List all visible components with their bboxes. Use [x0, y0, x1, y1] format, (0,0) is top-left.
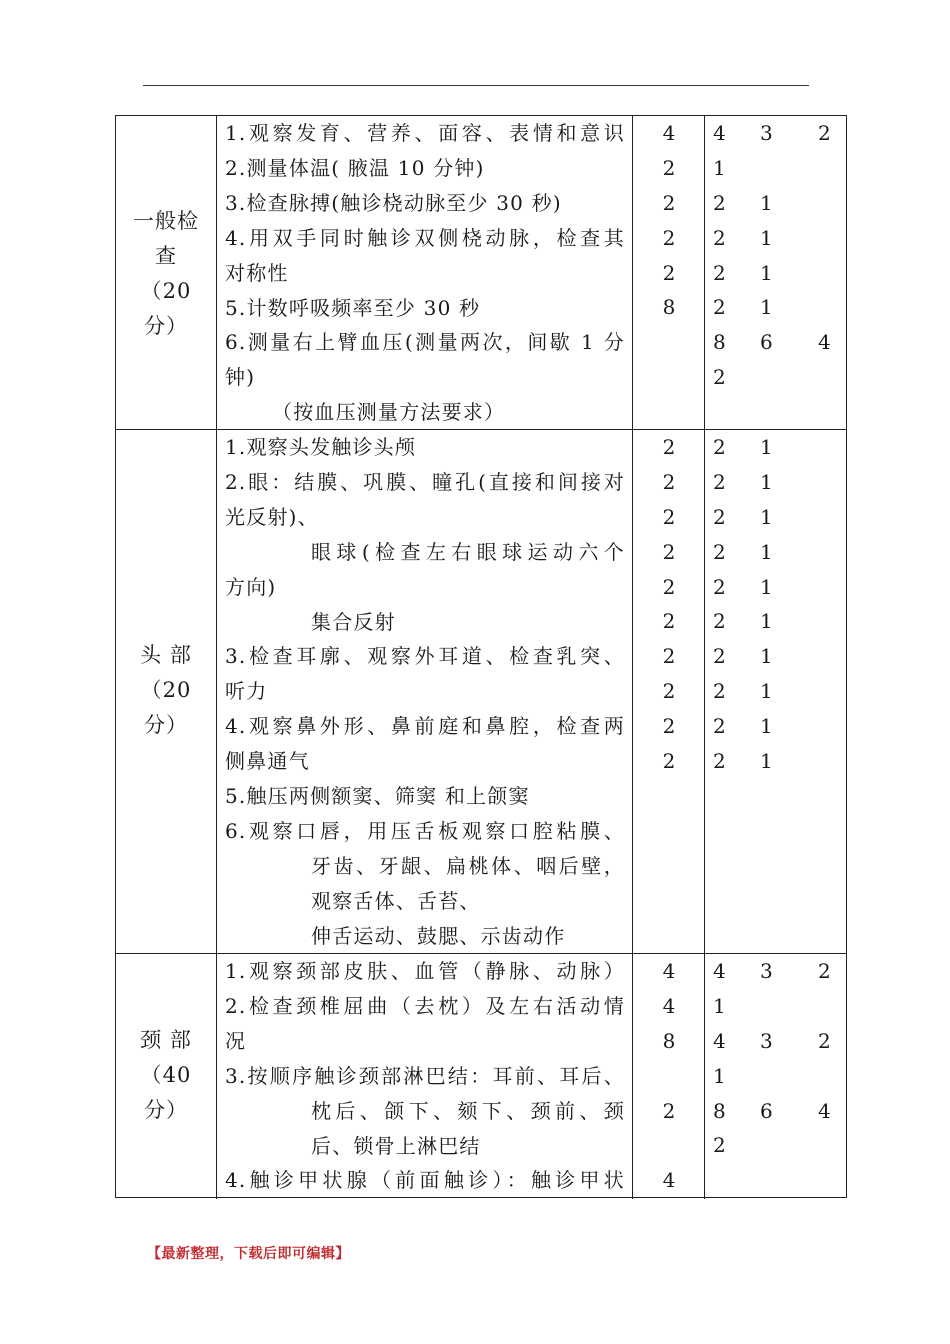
column-divider [704, 954, 705, 1199]
score-value [634, 849, 704, 884]
grade-line [706, 186, 846, 221]
category-label-line: 分） [144, 1098, 188, 1122]
table-row-head-exam [116, 430, 846, 954]
column-divider [216, 954, 217, 1199]
content-line: （按血压测量方法要求） [272, 400, 506, 425]
grade-line [706, 709, 846, 744]
score-value: 2 [662, 749, 676, 774]
score-value [634, 360, 704, 395]
score-value [634, 884, 704, 919]
grade-cell [706, 116, 846, 430]
grade-value: 2 [713, 609, 726, 634]
grade-value: 2 [713, 1133, 726, 1158]
grade-value: 1 [760, 574, 773, 599]
content-line: 1.观察颈部皮肤、血管（静脉、动脉） [225, 959, 625, 983]
category-cell [116, 1023, 216, 1128]
content-line: 2.测量体温( 腋温 10 分钟) [225, 155, 485, 180]
grade-line [706, 1024, 846, 1059]
category-label-line: （20 [140, 678, 192, 702]
content-cell [225, 430, 625, 954]
score-value: 2 [662, 190, 676, 215]
content-line: 伸舌运动、鼓腮、示齿动作 [311, 923, 566, 948]
content-line: 6.观察口唇，用压舌板观察口腔粘膜、 [225, 818, 625, 843]
grade-value: 2 [713, 679, 726, 704]
grade-line [706, 814, 846, 849]
grade-line [706, 570, 846, 605]
grade-line [706, 290, 846, 325]
content-line: 侧鼻通气 [225, 749, 310, 774]
score-value: 2 [662, 609, 676, 634]
grade-line [706, 151, 846, 186]
score-value: 2 [662, 1098, 676, 1123]
grade-value: 4 [713, 1028, 726, 1053]
grade-line [706, 500, 846, 535]
content-line: 6.测量右上臂血压(测量两次，间歇 1 分 [225, 330, 625, 355]
content-line: 方向) [225, 574, 277, 599]
grade-value: 1 [760, 260, 773, 285]
grade-value: 2 [713, 295, 726, 320]
grade-line [706, 325, 846, 360]
score-value: 2 [662, 435, 676, 459]
content-line: 2.检查颈椎屈曲（去枕）及左右活动情 [225, 993, 625, 1018]
content-cell [225, 116, 625, 430]
grade-line [706, 465, 846, 500]
grade-value: 1 [760, 644, 773, 669]
score-value: 2 [662, 260, 676, 285]
score-value: 2 [662, 504, 676, 529]
content-line: 观察舌体、舌苔、 [311, 888, 481, 913]
score-value: 2 [662, 539, 676, 564]
content-line: 3.检查脉搏(触诊桡动脉至少 30 秒) [225, 190, 562, 215]
grade-value: 1 [760, 679, 773, 704]
content-line: 4.观察鼻外形、鼻前庭和鼻腔，检查两 [225, 714, 625, 739]
exam-scoring-table [115, 115, 847, 1198]
grade-value: 2 [713, 260, 726, 285]
column-divider [632, 954, 633, 1199]
grade-value: 1 [760, 539, 773, 564]
category-label-line: 分） [144, 713, 188, 737]
score-cell [634, 954, 704, 1198]
score-cell [634, 430, 704, 953]
grade-line [706, 779, 846, 814]
grade-line [706, 430, 846, 465]
grade-line [706, 954, 846, 989]
content-line: 3.按顺序触诊颈部淋巴结：耳前、耳后、 [225, 1063, 625, 1088]
grade-line [706, 1128, 846, 1163]
grade-value: 2 [713, 469, 726, 494]
category-cell [116, 638, 216, 743]
content-line: 枕后、颌下、颏下、颈前、颈 [311, 1098, 625, 1123]
content-line: 钟) [225, 365, 256, 390]
grade-value: 1 [713, 155, 726, 180]
score-value: 2 [662, 469, 676, 494]
score-value: 2 [662, 644, 676, 669]
grade-value: 2 [713, 539, 726, 564]
category-label-line: 头 部 [140, 643, 192, 667]
score-value [634, 325, 704, 360]
content-line: 况 [225, 1028, 247, 1053]
grade-value: 4 [818, 1098, 831, 1123]
category-label-line: （40 [140, 1063, 192, 1087]
grade-line [706, 744, 846, 779]
score-value: 8 [662, 1028, 676, 1053]
grade-line [706, 1163, 846, 1198]
table-row-general-exam [116, 116, 846, 430]
grade-value: 4 [713, 959, 726, 983]
grade-cell [706, 430, 846, 953]
score-value: 4 [662, 121, 676, 145]
grade-value: 2 [818, 121, 831, 145]
grade-value: 1 [760, 469, 773, 494]
grade-line [706, 395, 846, 430]
score-value: 2 [662, 679, 676, 704]
grade-line [706, 849, 846, 884]
grade-line [706, 604, 846, 639]
content-line: 光反射)、 [225, 504, 319, 529]
score-value [634, 395, 704, 430]
column-divider [632, 430, 633, 953]
grade-value: 6 [760, 1098, 773, 1123]
score-value [634, 779, 704, 814]
category-label-line: （20 [140, 279, 192, 303]
content-line: 4.触诊甲状腺（前面触诊）：触诊甲状 [225, 1168, 625, 1193]
content-line: 听力 [225, 679, 268, 704]
category-label-line: 分） [144, 314, 188, 338]
grade-line [706, 1059, 846, 1094]
content-line: 1.观察发育、营养、面容、表情和意识 [225, 121, 625, 145]
grade-line [706, 918, 846, 953]
grade-value: 1 [713, 1063, 726, 1088]
grade-value: 8 [713, 1098, 726, 1123]
grade-value: 4 [818, 330, 831, 355]
grade-cell [706, 954, 846, 1198]
content-line: 5.计数呼吸频率至少 30 秒 [225, 295, 481, 320]
category-label-line: 颈 部 [140, 1028, 192, 1052]
content-line: 5.触压两侧额窦、筛窦 和上颌窦 [225, 784, 530, 809]
grade-value: 6 [760, 330, 773, 355]
grade-line [706, 360, 846, 395]
grade-line [706, 535, 846, 570]
content-line: 牙齿、牙龈、扁桃体、咽后壁， [311, 853, 625, 878]
category-label-line: 查 [155, 244, 177, 268]
grade-value: 1 [760, 609, 773, 634]
content-cell [225, 954, 625, 1198]
grade-value: 1 [760, 435, 773, 459]
grade-value: 1 [713, 993, 726, 1018]
footer-note: 【最新整理，下载后即可编辑】 [147, 1246, 350, 1262]
column-divider [216, 430, 217, 953]
grade-value: 8 [713, 330, 726, 355]
grade-line [706, 116, 846, 151]
content-line: 2.眼：结膜、巩膜、瞳孔(直接和间接对 [225, 469, 625, 494]
content-line: 4.用双手同时触诊双侧桡动脉，检查其 [225, 225, 625, 250]
grade-value: 2 [818, 959, 831, 983]
score-value [634, 1059, 704, 1094]
column-divider [704, 430, 705, 953]
grade-value: 4 [713, 121, 726, 145]
score-value: 8 [662, 295, 676, 320]
score-value [634, 814, 704, 849]
grade-value: 1 [760, 749, 773, 774]
score-value: 4 [662, 993, 676, 1018]
score-cell [634, 116, 704, 430]
grade-line [706, 1094, 846, 1129]
content-line: 对称性 [225, 260, 289, 285]
grade-line [706, 639, 846, 674]
grade-value: 1 [760, 504, 773, 529]
grade-value: 2 [713, 644, 726, 669]
grade-value: 2 [713, 574, 726, 599]
grade-value: 2 [818, 1028, 831, 1053]
grade-value: 2 [713, 190, 726, 215]
grade-line [706, 221, 846, 256]
score-value: 2 [662, 714, 676, 739]
grade-value: 3 [760, 959, 773, 983]
grade-value: 2 [713, 365, 726, 390]
grade-value: 3 [760, 121, 773, 145]
grade-value: 1 [760, 295, 773, 320]
grade-line [706, 884, 846, 919]
grade-value: 2 [713, 225, 726, 250]
grade-line [706, 256, 846, 291]
grade-line [706, 989, 846, 1024]
score-value: 4 [662, 1168, 676, 1193]
content-line: 3.检查耳廓、观察外耳道、检查乳突、 [225, 644, 625, 669]
score-value [634, 1128, 704, 1163]
category-label-line: 一般检 [133, 209, 199, 233]
table-row-neck-exam [116, 954, 846, 1199]
content-line: 集合反射 [311, 609, 396, 634]
score-value [634, 918, 704, 953]
column-divider [216, 116, 217, 429]
score-value: 2 [662, 574, 676, 599]
score-value: 2 [662, 225, 676, 250]
grade-line [706, 674, 846, 709]
grade-value: 1 [760, 714, 773, 739]
grade-value: 2 [713, 714, 726, 739]
content-line: 眼球(检查左右眼球运动六个 [311, 539, 625, 564]
grade-value: 2 [713, 435, 726, 459]
score-value: 2 [662, 155, 676, 180]
header-rule [143, 85, 809, 86]
grade-value: 1 [760, 225, 773, 250]
grade-value: 1 [760, 190, 773, 215]
column-divider [632, 116, 633, 429]
category-cell [116, 204, 216, 344]
grade-value: 2 [713, 504, 726, 529]
grade-value: 3 [760, 1028, 773, 1053]
column-divider [704, 116, 705, 429]
content-line: 1.观察头发触诊头颅 [225, 435, 417, 459]
content-line: 后、锁骨上淋巴结 [311, 1133, 481, 1158]
grade-value: 2 [713, 749, 726, 774]
score-value: 4 [662, 959, 676, 983]
